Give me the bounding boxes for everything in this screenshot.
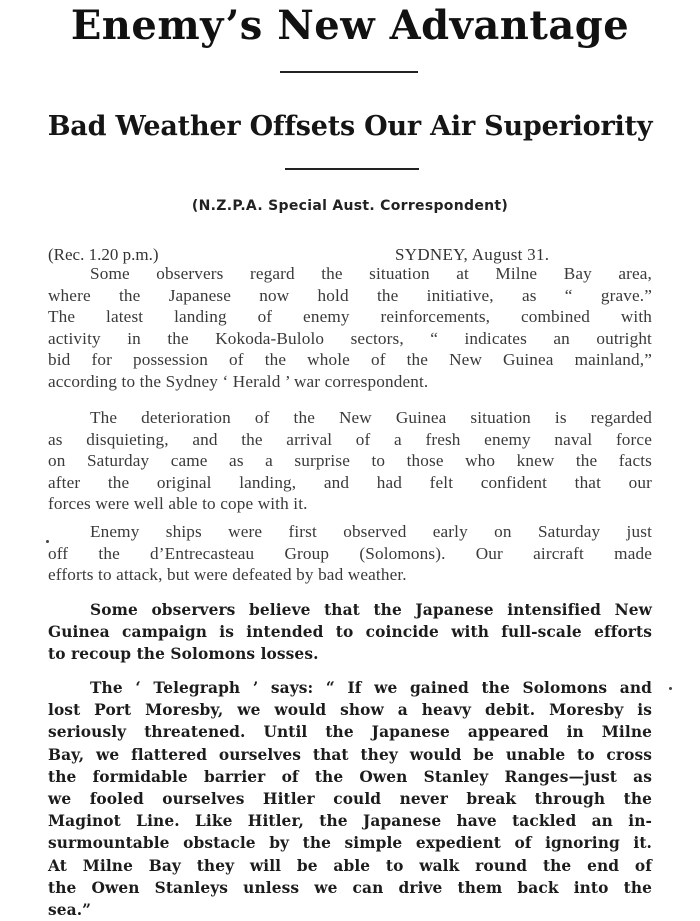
headline: Enemy’s New Advantage	[70, 2, 630, 49]
text-line: where the Japanese now hold the initiative, as “ grave.”	[48, 285, 652, 305]
text-line: At Milne Bay they will be able to walk round the end of	[48, 856, 652, 875]
print-speck	[669, 687, 672, 690]
paragraph-5	[48, 677, 652, 921]
text-line: activity in the Kokoda-Bulolo sectors, “ indicates an outright	[48, 328, 652, 348]
text-line: the formidable barrier of the Owen Stanley Ranges—just as	[48, 767, 652, 786]
text-line: bid for possession of the whole of the New Guinea mainland,”	[48, 350, 652, 370]
text-line: surmountable obstacle by the simple expedient of ignoring it.	[48, 834, 652, 853]
paragraph-4	[48, 599, 652, 666]
paragraph-1	[48, 263, 652, 393]
text-line: as disquieting, and the arrival of a fresh enemy naval force	[48, 429, 652, 449]
received-time: (Rec. 1.20 p.m.)	[48, 245, 159, 264]
text-line: The deterioration of the New Guinea situation is regarded	[90, 408, 652, 427]
place-date: SYDNEY, August 31.	[395, 245, 550, 264]
text-line: sea.”	[48, 901, 92, 920]
text-line: lost Port Moresby, we would show a heavy debit. Moresby is	[48, 701, 652, 720]
text-line: we fooled ourselves Hitler could never break through the	[48, 790, 652, 809]
text-line: on Saturday came as a surprise to those who knew the facts	[48, 451, 652, 471]
print-speck	[46, 540, 49, 543]
text-line: Some observers believe that the Japanese intensified New	[90, 601, 652, 619]
byline: (N.Z.P.A. Special Aust. Correspondent)	[191, 198, 509, 214]
text-line: Bay, we flattered ourselves that they would be unable to cross	[48, 745, 652, 764]
text-line: efforts to attack, but were defeated by bad weather.	[48, 565, 407, 585]
paragraph-3	[48, 521, 652, 586]
text-line: forces were well able to cope with it.	[48, 494, 308, 514]
subheadline-divider	[285, 168, 419, 170]
paragraph-2	[48, 407, 652, 515]
text-line: to recoup the Solomons losses.	[48, 645, 319, 664]
text-line: seriously threatened. Until the Japanese appeared in Milne	[48, 723, 652, 742]
text-line: Enemy ships were first observed early on Saturday just	[90, 522, 652, 541]
text-line: off the d’Entrecasteau Group (Solomons). Our aircraft made	[48, 543, 652, 563]
text-line: The latest landing of enemy reinforcements, combined with	[48, 307, 652, 327]
headline-divider	[280, 71, 418, 73]
text-line: after the original landing, and had felt confident that our	[48, 472, 652, 492]
text-line: The ‘ Telegraph ’ says: “ If we gained the Solomons and	[90, 679, 652, 697]
text-line: Some observers regard the situation at Milne Bay area,	[90, 264, 652, 283]
subheadline: Bad Weather Offsets Our Air Superiority	[47, 111, 653, 142]
text-line: according to the Sydney ‘ Herald ’ war correspondent.	[48, 371, 429, 391]
text-line: Guinea campaign is intended to coincide with full-scale efforts	[48, 623, 652, 642]
text-line: Maginot Line. Like Hitler, the Japanese have tackled an in-	[48, 812, 652, 831]
text-line: the Owen Stanleys unless we can drive them back into the	[48, 878, 652, 897]
